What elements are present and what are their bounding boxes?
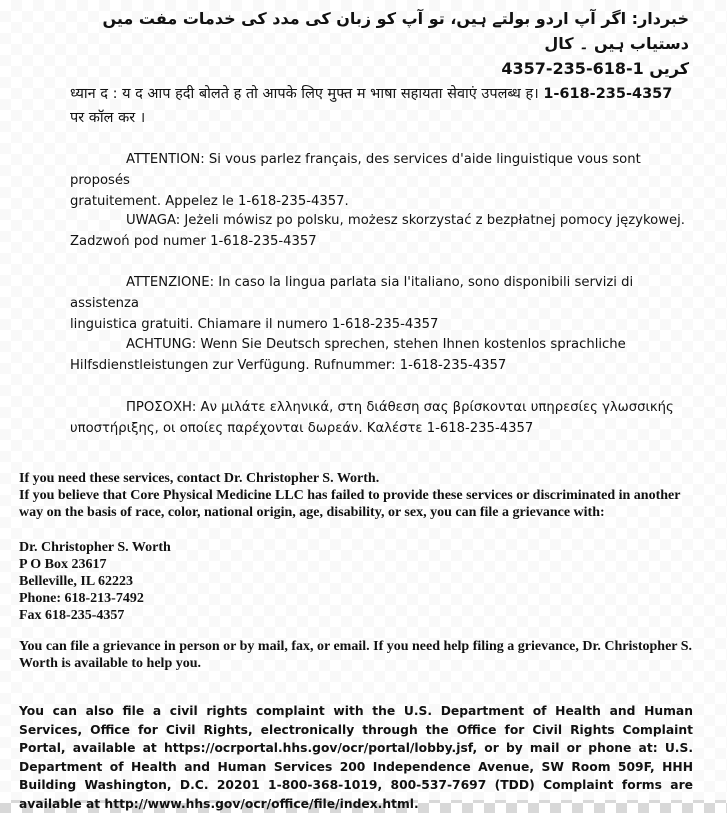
contact-name: Dr. Christopher S. Worth — [19, 540, 171, 555]
civil-rights-statement: You can also file a civil rights complaint with the U.S. Department of Health and Human Services, Office for Civil Rights, electronically through the Office for Civil Rights Complaint Portal, available at https://ocrportal.hhs.gov/ocr/portal/lobby.jsf, or by mail or phone at: U.S. Department of Health and Human Services 200 Independence Avenue, SW Room 509F, HHH Building Washington, D.C. 20201 1-800-368-1019, 800-537-7697 (TDD) Complaint forms are available at http://www.hhs.gov/ocr/office/file/index.html. — [19, 704, 693, 811]
greek-notice — [70, 397, 700, 439]
notice-rest: linguistica gratuiti. Chiamare il numero 1-618-235-4357 — [70, 317, 439, 332]
urdu-notice — [69, 6, 689, 81]
notice-rest: υποστήριξης, οι οποίες παρέχονται δωρεάν. Καλέστε 1-618-235-4357 — [70, 421, 534, 436]
phone-number: Phone: 618-213-7492 — [19, 591, 144, 606]
notice-first-line: ACHTUNG: Wenn Sie Deutsch sprechen, stehen Ihnen kostenlos sprachliche — [126, 337, 626, 352]
notice-rest: Hilfsdienstleistungen zur Verfügung. Rufnummer: 1-618-235-4357 — [70, 358, 507, 373]
german-notice — [70, 334, 700, 376]
fax-number: Fax 618-235-4357 — [19, 608, 125, 623]
notice-first-line: ΠΡΟΣΟΧΗ: Αν μιλάτε ελληνικά, στη διάθεση σας βρίσκονται υπηρεσίες γλωσσικής — [126, 400, 674, 415]
contact-statement — [19, 470, 699, 521]
notice-first-line: UWAGA: Jeżeli mówisz po polsku, możesz skorzystać z bezpłatnej pomocy językowej. — [126, 213, 685, 228]
hindi-suffix: पर कॉल कर । — [70, 110, 146, 126]
notice-first-line: ATTENTION: Si vous parlez français, des services d'aide linguistique vous sont proposés — [70, 152, 641, 188]
contact-line-2: If you believe that Core Physical Medicine LLC has failed to provide these services or discriminated in another way on the basis of race, color, national origin, age, disability, or sex, you can file a grievance with: — [19, 488, 681, 520]
address-block — [19, 539, 171, 624]
grievance-statement: You can file a grievance in person or by mail, fax, or email. If you need help filing a grievance, Dr. Christopher S. Worth is available to help you. — [19, 639, 693, 671]
po-box: P O Box 23617 — [19, 557, 107, 572]
french-notice — [70, 149, 700, 212]
city-state-zip: Belleville, IL 62223 — [19, 574, 133, 589]
notice-rest: gratuitement. Appelez le 1-618-235-4357. — [70, 194, 349, 209]
polish-notice — [70, 210, 700, 252]
notice-rest: Zadzwoń pod numer 1-618-235-4357 — [70, 234, 317, 249]
notice-first-line: ATTENZIONE: In caso la lingua parlata sia l'italiano, sono disponibili servizi di assistenza — [70, 275, 634, 311]
hindi-phone: 1-618-235-4357 — [543, 86, 673, 102]
hindi-notice — [70, 82, 690, 130]
urdu-line-2: کریں 1-618-235-4357 — [501, 59, 689, 78]
contact-line-1: If you need these services, contact Dr. Christopher S. Worth. — [19, 471, 380, 486]
urdu-line-1: خبردار: اگر آپ اردو بولتے ہیں، تو آپ کو زبان کی مدد کی خدمات مفت میں دستیاب ہیں ۔ کال — [102, 9, 689, 53]
hindi-text: ध्यान द : य द आप हदी बोलते ह तो आपके लिए मुफ्त म भाषा सहायता सेवाएं उपलब्ध ह। — [70, 86, 539, 102]
italian-notice — [70, 272, 700, 335]
